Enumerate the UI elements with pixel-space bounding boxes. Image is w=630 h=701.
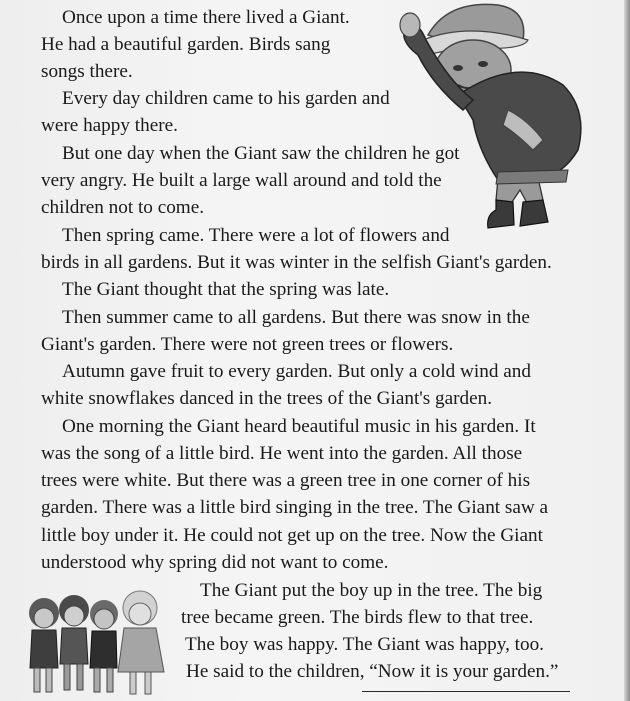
story-line: were happy there. xyxy=(41,115,178,136)
story-line: garden. There was a little bird singing in the tree. The Giant saw a xyxy=(41,497,549,518)
story-line: He had a beautiful garden. Birds sang xyxy=(41,34,331,55)
story-line: little boy under it. He could not get up on the tree. Now the Giant xyxy=(41,525,543,546)
story-line: was the song of a little bird. He went into the garden. All those xyxy=(41,443,523,464)
story-line: children not to come. xyxy=(41,197,205,218)
story-line: Every day children came to his garden and xyxy=(62,88,390,109)
bottom-rule xyxy=(362,691,570,692)
story-line: very angry. He built a large wall around and told the xyxy=(41,170,442,191)
story-line: white snowflakes danced in the trees of the Giant's garden. xyxy=(41,388,493,409)
page-edge-shadow xyxy=(624,0,630,701)
children-illustration xyxy=(22,588,187,701)
story-line: The Giant put the boy up in the tree. The big xyxy=(200,580,543,601)
giant-illustration xyxy=(388,0,628,235)
story-line: He said to the children, “Now it is your garden.” xyxy=(186,661,559,682)
story-line: Giant's garden. There were not green trees or flowers. xyxy=(41,334,454,355)
story-line: tree became green. The birds flew to that tree. xyxy=(181,607,534,628)
story-line: songs there. xyxy=(41,61,133,82)
story-line: But one day when the Giant saw the children he got xyxy=(62,143,460,164)
story-line: understood why spring did not want to come. xyxy=(41,552,389,573)
story-line: Then spring came. There were a lot of flowers and xyxy=(62,225,450,246)
story-line: One morning the Giant heard beautiful music in his garden. It xyxy=(62,416,536,437)
story-line: birds in all gardens. But it was winter in the selfish Giant's garden. xyxy=(41,252,552,273)
story-line: Autumn gave fruit to every garden. But only a cold wind and xyxy=(62,361,531,382)
story-line: The boy was happy. The Giant was happy, too. xyxy=(185,634,544,655)
story-line: Then summer came to all gardens. But there was snow in the xyxy=(62,307,530,328)
story-line: The Giant thought that the spring was late. xyxy=(62,279,390,300)
story-line: trees were white. But there was a green tree in one corner of his xyxy=(41,470,531,491)
story-line: Once upon a time there lived a Giant. xyxy=(62,7,350,28)
